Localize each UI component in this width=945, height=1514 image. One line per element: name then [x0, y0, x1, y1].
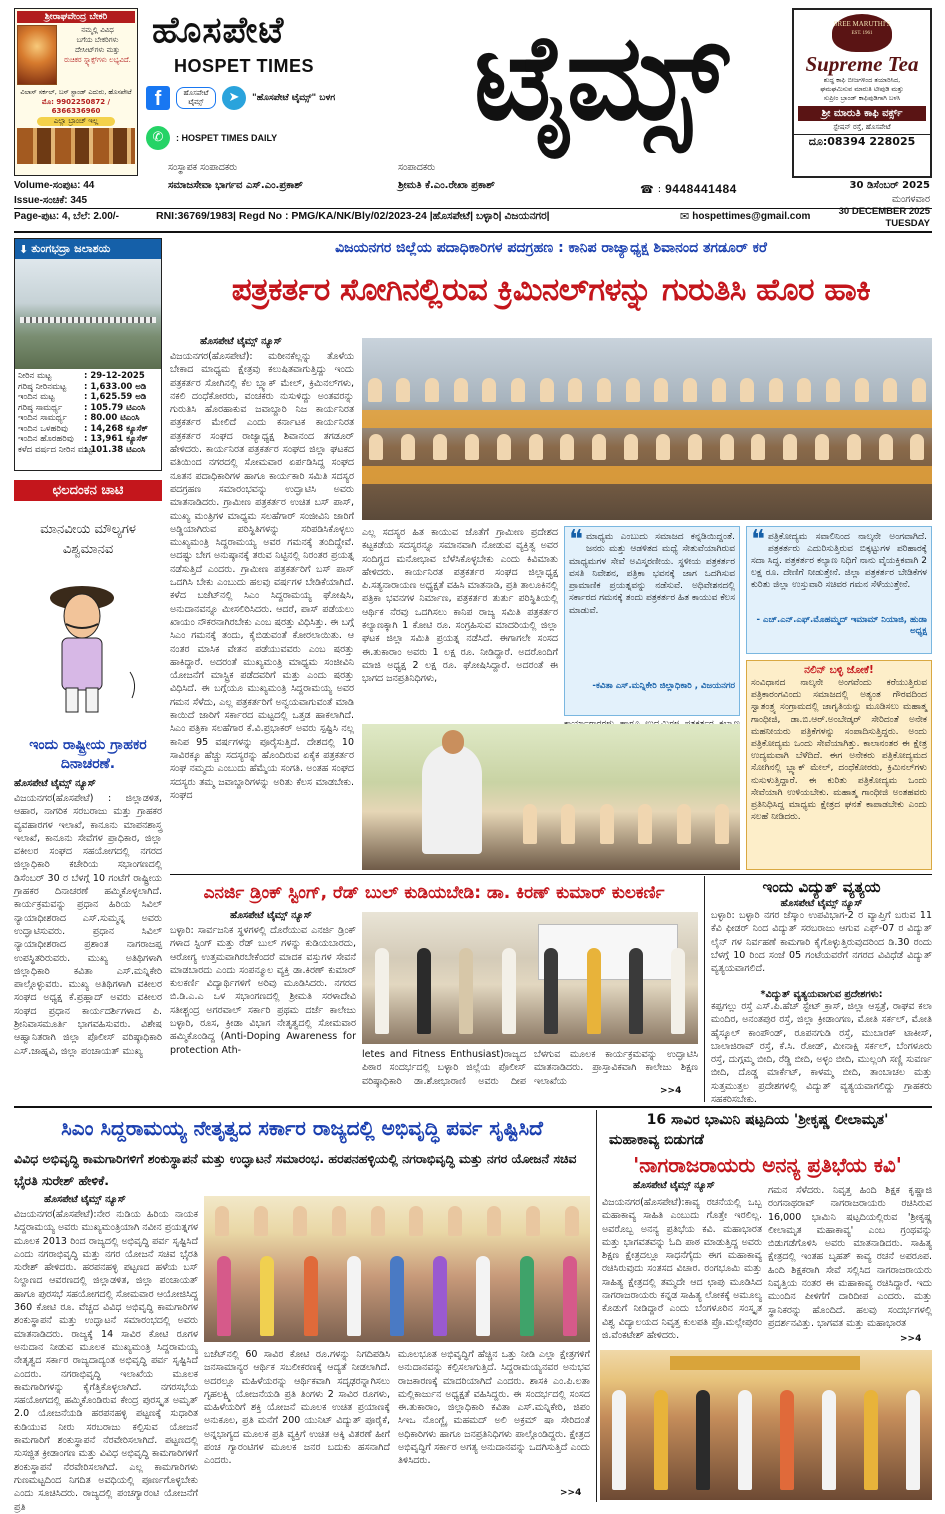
- cm-col3: ಮೂಲಭೂತ ಅಭಿವೃದ್ಧಿಗೆ ಹೆಚ್ಚಿನ ಒತ್ತು ನೀಡಿ ಎಲ್ಲಾ ಕ್ಷೇತ್ರಗಳಿಗೆ ಅನುದಾನವನ್ನು ಕಲ್ಪಿಸಲಾಗುತ್ತಿದೆ. ಸಿದ್ದರಾಮಯ್ಯನವರ ಅನುಭವ ರಾಜಕಾರಣಕ್ಕೆ ಮಾದರಿಯಾಗಿದೆ ಎಂದರು. ಶಾಸಕಿ ಎಂ.ಪಿ.ಲತಾ ಮಲ್ಲಿಕಾರ್ಜುನ ಅಧ್ಯಕ್ಷತೆ ವಹಿಸಿದ್ದರು. ಈ ಸಂದರ್ಭದಲ್ಲಿ ಸಂಸದ ಈ.ತುಕಾರಾಂ, ಜಿಲ್ಲಾಧಿಕಾರಿ ಕವಿತಾ ಎಸ್.ಮನ್ನಿಕೇರಿ, ಜಿಪಂ ಸಿಇಒ ನೊಂಗ್ಜೈ ಮಹಮದ್ ಅಲಿ ಅಕ್ರಮ್ ಷಾ ಸೇರಿದಂತೆ ಅಧಿಕಾರಿಗಳು ಹಾಗೂ ಜನಪ್ರತಿನಿಧಿಗಳು ಪಾಲ್ಗೊಂಡಿದ್ದರು. ಕ್ಷೇತ್ರದ ಅಭಿವೃದ್ಧಿಗೆ ಸರ್ಕಾರ ಅಗತ್ಯ ಅನುದಾನವನ್ನು ಒದಗಿಸುತ್ತಿದೆ ಎಂದು ತಿಳಿಸಿದರು.: [398, 1349, 590, 1467]
- quote1-text: ಮಾಧ್ಯಮ ಎಂಬುದು ಸಮಾಜದ ಕನ್ನಡಿಯಿದ್ದಂತೆ. ಜನರು ಮತ್ತು ಆಡಳಿತದ ಮಧ್ಯೆ ಸೇತುವೆಯಾಗಿರುವ ಮಾಧ್ಯಮಗಳ ಸೇವೆ ಅವಿಸ್ಮರಣೀಯ. ಸ್ಥಳೀಯ ಪತ್ರಕರ್ತರ ವಸತಿ ನಿವೇಶನ, ಪತ್ರಿಕಾ ಭವನಕ್ಕೆ ಜಾಗ ಒದಗಿಸುವ ಪ್ರಾಮಾಣಿಕ ಪ್ರಯತ್ನವನ್ನು ನಡೆಸುವೆ. ಅಧಿವೇಶನದಲ್ಲಿ ಸರ್ಕಾರದ ಗಮನಕ್ಕೆ ತಂದು ಪತ್ರಕರ್ತರ ಹಿತ ಕಾಯುವ ಕೆಲಸ ಮಾಡುವೆ.: [569, 532, 735, 616]
- founder-label: ಸಂಸ್ಥಾಪಕ ಸಂಪಾದಕರು: [168, 162, 238, 173]
- energy-photo: [362, 912, 698, 1044]
- cartoon-caption-1: ಮಾನವೀಯ ಮೌಲ್ಯಗಳ: [40, 522, 136, 537]
- section-rule: [170, 874, 932, 875]
- cm-headline: ಸಿಎಂ ಸಿದ್ದರಾಮಯ್ಯ ನೇತೃತ್ವದ ಸರ್ಕಾರ ರಾಜ್ಯದಲ್ಲಿ ಅಭಿವೃದ್ಧಿ ಪರ್ವ ಸೃಷ್ಟಿಸಿದೆ: [61, 1116, 543, 1140]
- founder: ಸಮಾಜಸೇವಾ ಭಾರ್ಗವ ಎಸ್.ಎಂ.ಪ್ರಕಾಶ್: [168, 180, 303, 191]
- masthead-bottom-rule: [14, 231, 932, 233]
- volume: Volume-ಸಂಪುಟ: 44: [14, 180, 95, 191]
- quote-icon: ❝: [751, 525, 765, 555]
- quote-box-collector: [564, 526, 740, 716]
- dam-row: [18, 424, 158, 435]
- left-ad-title: ಶ್ರೀರಾಘವೇಂದ್ರ ಬೇಕರಿ: [17, 11, 135, 23]
- dam-row-val: : 80.00 ಟಿಎಂಸಿ: [84, 413, 140, 423]
- cm-subhead: ವಿವಿಧ ಅಭಿವೃದ್ಧಿ ಕಾಮಗಾರಿಗಳಿಗೆ ಶಂಕುಸ್ಥಾಪನೆ ಮತ್ತು ಉದ್ಘಾಟನೆ ಸಮಾರಂಭ. ಹರಪನಹಳ್ಳಿಯಲ್ಲಿ ನಗರಾಭಿವೃದ್ಧಿ ಮತ್ತು ನಗರ ಯೋಜನೆ ಸಚಿವ ಭೈರತಿ ಸುರೇಶ್ ಹೇಳಿಕೆ.: [14, 1151, 577, 1188]
- energy-caption: letes and Fitness Enthusiast)ರಾಜ್ಯದ ಪಿಠಾರ ಸಂದರ್ಭದಲ್ಲಿ ಬಳ್ಳಾರಿ ಜಿಲ್ಲೆಯ ಪೊಲೀಸ್ ವರಿಷ್ಠಾಧಿಕಾರಿ ಡಾ.ಶೋಭಾರಾಣಿ ಅವರು ದೀಪ ಬೆಳಗುವ ಮೂಲಕ ಕಾರ್ಯಕ್ರಮವನ್ನು ಉದ್ಘಾಟಿಸಿ ಮಾತನಾಡಿದರು. ಪ್ರಾಸ್ತಾವಿಕವಾಗಿ ಕಾಲೇಜು ಶಿಕ್ಷಣ ಇಲಾಖೆಯ: [362, 1049, 698, 1087]
- energy-body: ಬಳ್ಳಾರಿ: ಸಾರ್ವಜನಿಕ ಸ್ಥಳಗಳಲ್ಲಿ ದೊರೆಯುವ ಎನರ್ಜಿ ಡ್ರಿಂಕ್ ಗಳಾದ ಸ್ಟಿಂಗ್ ಮತ್ತು ರೆಡ್ ಬುಲ್ ಗಳನ್ನು ಕುಡಿಯಬಾರದು, ಆರೋಗ್ಯ ಉತ್ತಮವಾಗಿರಬೇಕೆಂದರೆ ಮಾದಕ ವಸ್ತುಗಳ ಸೇವನೆ ಮಾಡಬಾರದು ಎಂದು ಸಂಪನ್ಮೂಲ ವ್ಯಕ್ತಿ ಡಾ.ಕಿರಣ್ ಕುಮಾರ್ ಕುಲಕರ್ಣಿ ವಿದ್ಯಾರ್ಥಿಗಳಿಗೆ ಅರಿವು ಮೂಡಿಸಿದರು. ನಗರದ ಬಿ.ಡಿ.ಎ.ಎ ಒಳ ಸಭಾಂಗಣದಲ್ಲಿ ಶ್ರೀಮತಿ ಸರಳಾದೇವಿ ಸತೀಶ್ಚಂದ್ರ ಅಗರವಾಲ್ ಸರ್ಕಾರಿ ಪ್ರಥಮ ದರ್ಜೆ ಕಾಲೇಜು ಬಳ್ಳಾರಿ, ರೂಸ, ಕ್ರೀಡಾ ವಿಭಾಗ ನೇತೃತ್ವದಲ್ಲಿ ಸೋಮವಾರ ಹಮ್ಮಿಕೊಂಡಿದ್ದ (Anti-Doping Awareness for protection Ath-: [170, 925, 356, 1056]
- day-kannada: ಮಂಗಳವಾರ: [891, 194, 930, 205]
- nalina-body: ಸಂವಿಧಾನದ ನಾಲ್ಕನೇ ಅಂಗವೆಂದು ಕರೆಯುತ್ತಿರುವ ಪತ್ರಿಕಾರಂಗವಿಂದು ಸಮಾಜದಲ್ಲಿ ಅತ್ಯಂತ ಗೌರವದಿಂದ ಸ್ವಾತಂತ್ರ್ಯ ಸಂಗ್ರಾಮದಲ್ಲಿ ಜಾಗೃತಿಯನ್ನು ಮೂಡಿಸಲು ಮಹಾತ್ಮ ಗಾಂಧೀಜಿ, ಡಾ.ಬಿ.ಆರ್.ಅಂಬೇಡ್ಕರ್ ಸೇರಿದಂತೆ ಅನೇಕ ಮಹನೀಯರು ಪತ್ರಿಕೆಗಳನ್ನು ಸಂಪಾದಿಸುತ್ತಿದ್ದರು. ಅಂದು ಪತ್ರಿಕೋದ್ಯಮ ಒಂದು ಸೇವೆಯಾಗಿತ್ತು. ಕಾಲಾನಂತರ ಈ ಕ್ಷೇತ್ರ ಉದ್ಯಮವಾಗಿ ಬೆಳೆದಿದೆ. ಈಗ ಅನೇಕರು ಪತ್ರಿಕೋದ್ಯಮದ ಸೋಗಿನಲ್ಲಿ ಬ್ಲ್ಯಾಕ್ ಮೇಲ್, ದಂಧೆಕೋರರು, ಕ್ರಿಮಿನಲ್‌ಗಳು ನುಸುಳುತ್ತಿದ್ದಾರೆ. ಈ ಕುರಿತು ಪತ್ರಿಕೋದ್ಯಮ ಒಂದು ಸೇವೆಯಾಗಿ ಉಳಿಯಬೇಕು. ಮಹಾತ್ಮ ಗಾಂಧೀಜಿ ಅಂತಹವರು ಪ್ರತಿನಿಧಿಸಿದ್ದ ಮಾಧ್ಯಮ ಕ್ಷೇತ್ರದ ಘನತೆ ಕಾಪಾಡಬೇಕು ಎಂದು ಸಲಹೆ ನೀಡಿದರು.: [751, 678, 927, 823]
- lead-body: ವಿಜಯನಗರ(ಹೊಸಪೇಟೆ): ಮಠೀನಕೆಲ್ಲನ್ನು ತೊಳೆಯ ಬೇಕಾದ ಮಾಧ್ಯಮ ಕ್ಷೇತ್ರವು ಕಲುಷಿತವಾಗುತ್ತಿದ್ದು ಇಂದು ಪತ್ರಕರ್ತರ ಸೋಗಿನಲ್ಲಿ ಕೆಲ ಬ್ಲ್ಯಾಕ್ ಮೇಲ್, ಕ್ರಿಮಿನಲ್‌ಗಳು, ನಕಲಿ ದಂಧೆಕೋರರು, ವಂಚಕರು ನುಸುಳಿದ್ದು ಅಂತವರನ್ನು ಗುರುತಿಸಿ ಹೊರಹಾಕುವ ಜವಾಬ್ದಾರಿ ನಿಜ ಕಾರ್ಯನಿರತ ಪತ್ರಕರ್ತರ ಮೇಲಿದೆ ಎಂದು ಕರ್ನಾಟಕ ಕಾರ್ಯನಿರತ ಪತ್ರಕರ್ತರ ಸಂಘದ ರಾಜ್ಯಾಧ್ಯಕ್ಷ ಶಿವಾನಂದ ತಗಡೂರ್ ಹೇಳಿದರು. ಕಾರ್ಯನಿರತ ಪತ್ರಕರ್ತರ ಸಂಘದ ಜಿಲ್ಲಾ ಘಟಕದ ವತಿಯಿಂದ ನಗರದಲ್ಲಿ ಸೋಮವಾರ ಏರ್ಪಡಿಸಿದ್ದ ಸಂಘದ ನೂತನ ಪದಾಧಿಕಾರಿಗಳ ಹಾಗೂ ಕಾರ್ಯಕಾರಿ ಸಮಿತಿ ಸದಸ್ಯರ ಪದಗ್ರಹಣ ಸಮಾರಂಭವನ್ನು ಉದ್ಘಾಟಿಸಿ ಅವರು ಮಾತನಾಡಿದರು. ಗ್ರಾಮೀಣ ಪತ್ರಕರ್ತರ ಉಚಿತ ಬಸ್ ಪಾಸ್, ಮುಖ್ಯ ಮಂತ್ರಿಗಳ ಮಾಧ್ಯಮ ಸಲಹೆಗಾರ್ ಸಂಜೀವಿನಿ ಜಾರಿಗೆ ಅಡ್ಡಿಯಾಗಿರುವ ಪರಿಸ್ಥಿತಿಗಳನ್ನು ಸರಿಪಡಿಸಿಕೊಳ್ಳಲು ಮುಖ್ಯಮಂತ್ರಿ ಸಿದ್ದರಾಮಯ್ಯ ಅವರ ಗಮನಕ್ಕೆ ತಂದಿದ್ದೇವೆ. ಅದಷ್ಟು ಬೇಗ ಅನುಷ್ಠಾನಕ್ಕೆ ತರುವ ನಿಟ್ಟಿನಲ್ಲಿ ನಿರಂತರ ಪ್ರಯತ್ನ ನಡೆಸುತ್ತಿದೆ ಎಂದರು. ಗ್ರಾಮೀಣ ಪತ್ರಕರ್ತರಿಗೆ ಬಸ್ ಪಾಸ್ ಒದಗಿಸಿ ಬೇಕು ಎಂಬುದು ಹಲವು ವರ್ಷಗಳ ಬೇಡಿಕೆಯಾಗಿದೆ. ಕಳೆದ ಬಜೆಟ್‌ನಲ್ಲಿ ಸಿಎಂ ಸಿದ್ದರಾಮಯ್ಯ ಘೋಷಿಸಿ, ಅನುದಾನವನ್ನೂ ಮೀಸಲಿರಿಸಿದರು. ಆದರೆ, ಪಾಸ್ ಪಡೆಯಲು ಖಾಯಂ ನೌಕರನಾಗಿರಬೇಕು ಎಂಬ ಷರತ್ತು ವಿಧಿಸಿತ್ತು. ಈ ಬಗ್ಗೆ ಸಿಎಂ ಗಮನಕ್ಕೆ ತಂದು, ಕೈಬಿಡುವಂತೆ ಕೋರಲಾಯಿತು. ಆ ನಂತರ ಮಾಸಿಕ ವೇತನ ಪಡೆಯುವವರು ಎಂಬ ಷರತ್ತು ಹಾಕಿದ್ದಾರೆ. ಅದರಂತೆ ಮುಖ್ಯಮಂತ್ರಿ ಮಾಧ್ಯಮ ಸಂಜೀವಿನಿ ಯೋಜನೆಗೆ ಮಾಸ್ಟ್ರಿಕ ಪಡೆದವರಿಗೆ ಮತ್ತು ಎಂದು ಷರತ್ತು ವಿಧಿಸಿದೆ. ಈ ಬಗ್ಗೆಯೂ ಮುಖ್ಯಮಂತ್ರಿ ಸಿದ್ದರಾಮಯ್ಯ ಅವರ ಗಮನ ಸೆಳೆದು, ಎಲ್ಲ ಪತ್ರಕರ್ತರಿಗೆ ಅನ್ವಯವಾಗುವಂತೆ ಮಾಡಿ ಕಾಯಿದೆ ಜಾರಿಗೆ ಸರ್ಕಾರದ ಮಟ್ಟದಲ್ಲಿ ಒತ್ತಡ ಹಾಕಲಾಗಿದೆ. ಸಿಎಂ ಪತ್ರಿಕಾ ಸಲಹೆಗಾರ ಕೆ.ವಿ.ಪ್ರಭಾಕರ್ ಅವರು ಸ್ಪಷ್ಟಿಸಿ ನಲ್ಲ ಕಾನಿಪ 95 ವರ್ಷಗಳನ್ನು ಪೂರೈಸುತ್ತಿದೆ. ದೇಶದಲ್ಲಿ 10 ಸಾವಿರಕ್ಕೂ ಹೆಚ್ಚು ಸದಸ್ಯರನ್ನು ಹೊಂದಿರುವ ಏಕೈಕ ಪತ್ರಕರ್ತರ ಸಂಘ ನಮ್ಮದು ಎಂಬುದು ಹೆಮ್ಮೆಯ ಸಂಗತಿ. ಅಂತಹ ಸಂಘದ ಸದಸ್ಯರು ತಮ್ಮ ಜವಾಬ್ದಾರಿಗಳನ್ನು ಅರಿತು ಕೆಲಸ ಮಾಡಬೇಕು. ಸಂಘದ: [170, 351, 354, 801]
- date-kannada: 30 ಡಿಸೆಂಬರ್ 2025: [849, 180, 930, 191]
- dam-row-key: ಗರಿಷ್ಠ ನೀರಿನಮಟ್ಟ: [18, 381, 67, 392]
- quote2-author: - ಎಚ್.ಎನ್.ಎಫ್.ಮೊಹಮ್ಮದ್ ಇಮಾಮ್ ನಿಯಾಜಿ, ಹುಡಾ ಅಧ್ಯಕ್ಷ: [756, 615, 927, 636]
- power-body: ಬಳ್ಳಾರಿ: ಬಳ್ಳಾರಿ ನಗರ ಜೆಸ್ಕಾಂ ಉಪವಿಭಾಗ-2 ರ ವ್ಯಾಪ್ತಿಗೆ ಬರುವ 11 ಕೆವಿ ಫೀಡರ್ ನಿಂದ ವಿದ್ಯುತ್ ಸರಬರಾಜು ಆಗುವ ಎಫ್-07 ರ ವಿದ್ಯುತ್ ಲೈನ್ ಗಳ ನಿರ್ವಹಣೆ ಕಾಮಗಾರಿ ಕೈಗೊಳ್ಳುತ್ತಿರುವುದರಿಂದ ಡಿ.30 ರಂದು ಬೆಳಗ್ಗೆ 10 ರಿಂದ ಸಂಜೆ 05 ಗಂಟೆಯವರೆಗೆ ನಗರದ ವಿವಿಧೆಡೆ ವಿದ್ಯುತ್ ವ್ಯತ್ಯಯವಾಗಲಿದೆ.: [711, 910, 932, 975]
- tea-address: ಸ್ಟೇಷನ್ ರಸ್ತೆ, ಹೊಸಪೇಟೆ: [833, 123, 891, 131]
- dam-row-val: : 13,961 ಕ್ಯೂಸೆಕ್: [84, 434, 148, 444]
- phone-icon: ☎: [640, 182, 654, 196]
- power-box: [704, 876, 932, 1106]
- water-icon: ⬇: [19, 242, 29, 256]
- deity-image: [17, 25, 57, 85]
- editor-label: ಸಂಪಾದಕರು: [398, 162, 436, 173]
- registration: RNI:36769/1983| Regd No : PMG/KA/NK/Bly/02/2023-24 |ಹೊಸಪೇಟೆ| ಬಳ್ಳಾರಿ| ವಿಜಯನಗರ|: [156, 210, 550, 222]
- cartoon-image: [22, 568, 156, 718]
- dam-row-key: ಗರಿಷ್ಠ ಸಾಮರ್ಥ್ಯ: [18, 402, 63, 413]
- dam-title: [15, 239, 161, 259]
- dam-row-key: ಇಂದಿನ ಹೊರಹರಿವು: [18, 434, 74, 444]
- lead-col2: ಎಲ್ಲ ಸದಸ್ಯರ ಹಿತ ಕಾಯುವ ಜೊತೆಗೆ ಗ್ರಾಮೀಣ ಪ್ರದೇಶದ ಕಟ್ಟಕಡೆಯ ಸದಸ್ಯರನ್ನೂ ಸಮಾನವಾಗಿ ನೋಡುವ ವ್ಯಕ್ತಿತ್ವ ಅವರ ಸಂದಿಗ್ದದ ಮನೋಭಾವ ಬೆಳೆಸಿಕೊಳ್ಳಬೇಕು ಎಂದು ಕಿವಿಮಾತು ಹೇಳಿದರು. ಕಾರ್ಯನಿರತ ಪತ್ರಕರ್ತರ ಸಂಘದ ಜಿಲ್ಲಾಧ್ಯಕ್ಷ ಪಿ.ಸತ್ಯನಾರಾಯಣ ಅಧ್ಯಕ್ಷತೆ ವಹಿಸಿ ಮಾತನಾಡಿ, ಪ್ರತಿ ತಾಲೂಕಿನಲ್ಲಿ ಪತ್ರಿಕಾ ಭವನಗಳ ನಿರ್ಮಾಣ, ಪತ್ರಕರ್ತರ ತುರ್ತು ಪರಿಸ್ಥಿತಿಯಲ್ಲಿ ಆರ್ಥಿಕ ನೆರವು ಒದಗಿಸಲು ಕಾನಿಪ ರಾಜ್ಯ ಸಮಿತಿ ಪತ್ರಕರ್ತರ ಕಲ್ಯಾಣಕ್ಕಾಗಿ 1 ಕೋಟಿ ರೂ. ಸಂಗ್ರಹಿಸುವ ಮಾದರಿಯಲ್ಲಿ ಜಿಲ್ಲಾ ಘಟಕ ಜಿಲ್ಲಾ ಸಮಿತಿ ಪ್ರಯತ್ನ ನಡೆಸಿದೆ. ಈಗಾಗಲೇ ಸಂಸದ ಈ.ತುಕಾರಾಂ ಅವರು 1 ಲಕ್ಷ ರೂ. ನೀಡಿದ್ದಾರೆ. ಅದರೊಂದಿಗೆ ಮಾಜಿ ಅಧ್ಯಕ್ಷ 2 ಲಕ್ಷ ರೂ. ಘೋಷಿಸಿದ್ದಾರೆ. ಅದರಂತೆ ಈ ಭಾಗದ ಜನಪ್ರತಿನಿಧಿಗಳು,: [362, 527, 558, 685]
- cm-photo: [204, 1196, 590, 1342]
- dam-row: [18, 403, 158, 414]
- dam-row-key: ನೀರಿನ ಮಟ್ಟ: [18, 371, 52, 381]
- masthead-name-english: HOSPET TIMES: [173, 56, 314, 76]
- whatsapp-label[interactable]: : HOSPET TIMES DAILY: [176, 133, 278, 143]
- email-address[interactable]: hospettimes@gmail.com: [692, 211, 811, 222]
- issue: Issue-ಸಂಚಿಕೆ: 345: [14, 195, 88, 206]
- dam-row: [18, 371, 158, 382]
- dam-row-key: ಕಳೆದ ವರ್ಷದ ನೀರಿನ ಮಟ್ಟ: [18, 444, 93, 455]
- pages-price: Page-ಪುಟ: 4, ಬೆಲೆ: 2.00/-: [14, 211, 119, 222]
- lead-byline: ಹೊಸಪೇಟೆ ಟೈಮ್ಸ್ ನ್ಯೂಸ್: [200, 336, 282, 347]
- tea-brand: Supreme Tea: [805, 52, 919, 76]
- dam-row: [18, 392, 158, 403]
- quote1-author: -ಕವಿತಾ ಎಸ್.ಮನ್ನಿಕೇರಿ ಜಿಲ್ಲಾಧಿಕಾರಿ , ವಿಜಯನಗರ: [592, 681, 735, 691]
- lead-photo-group: [362, 338, 932, 520]
- tea-ad-line: ಘಮಘಮಿಸುವ ಮಾರುತಿ ಟೀಪುಡಿ ಮತ್ತು: [820, 85, 904, 93]
- dam-row-key: ಇಂದಿನ ಒಳಹರಿವು: [18, 423, 68, 434]
- krishna-photo: [600, 1350, 932, 1500]
- cm-col2: ಬಜೆಟ್‌ನಲ್ಲಿ 60 ಸಾವಿರ ಕೋಟಿ ರೂ.ಗಳನ್ನು ನಿಗದಿಪಡಿಸಿ ಜನಸಾಮಾನ್ಯರ ಆರ್ಥಿಕ ಸಬಲೀಕರಣಕ್ಕೆ ಆದ್ಯತೆ ನೀಡಲಾಗಿದೆ. ಅದರಲ್ಲೂ ಮಹಿಳೆಯರನ್ನು ಆರ್ಥಿಕವಾಗಿ ಸದೃಢರನ್ನಾಗಿಸಲು ಗೃಹಲಕ್ಷ್ಮಿ ಯೋಜನೆಯಡಿ ಪ್ರತಿ ತಿಂಗಳು 2 ಸಾವಿರ ರೂಗಳು, ಮಹಿಳೆಯರಿಗೆ ಶಕ್ತಿ ಯೋಜನೆ ಮೂಲಕ ಉಚಿತ ಪ್ರಯಾಣಕ್ಕೆ ಅನುಕೂಲ, ಪ್ರತಿ ಮನೆಗೆ 200 ಯುನಿಟ್ ವಿದ್ಯುತ್ ಪೂರೈಕೆ, ಅನ್ನಭಾಗ್ಯದ ಮೂಲಕ ಪ್ರತಿ ವ್ಯಕ್ತಿಗೆ ಉಚಿತ ಅಕ್ಕಿ ವಿತರಣೆ ಹೀಗೆ ಪಂಚ ಗ್ಯಾರಂಟಿಗಳ ಮೂಲಕ ಜನರ ಬದುಕು ಹಸನಾಗಿದೆ ಎಂದರು.: [204, 1349, 390, 1467]
- tea-ad-line: ಶುದ್ಧ ಕಾಫಿ ಬೀಜಗಳಿಂದ ತಯಾರಿಸಿದ,: [823, 76, 901, 84]
- phone-colon: :: [657, 183, 662, 195]
- tea-shop: ಶ್ರೀ ಮಾರುತಿ ಕಾಫಿ ವರ್ಕ್ಸ್: [798, 106, 926, 121]
- tea-logo-since: EST. 1961: [851, 31, 873, 36]
- left-ad-line: ನಮ್ಮಲ್ಲಿ ವಿವಿಧ: [81, 26, 114, 34]
- krishna-headline: 'ನಾಗರಾಜರಾಯರು ಅನನ್ಯ ಪ್ರತಿಭೆಯ ಕವಿ': [633, 1153, 902, 1177]
- tea-phone: ದೂ:08394 228025: [794, 134, 930, 149]
- power-title: ಇಂದು ವಿದ್ಯುತ್ ವ್ಯತ್ಯಯ: [762, 878, 881, 896]
- dam-row-val: : 14,268 ಕ್ಯೂಸೆಕ್: [84, 423, 148, 434]
- dam-row: [18, 434, 158, 445]
- tea-logo: [832, 14, 892, 52]
- krishna-byline: ಹೊಸಪೇಟೆ ಟೈಮ್ಸ್ ನ್ಯೂಸ್: [633, 1180, 715, 1191]
- dam-photo: [15, 259, 161, 369]
- power-areas: ಕಪ್ಪಗಲ್ಲು ರಸ್ತೆ ಎಸ್.ಪಿ.ಹೆಚ್ ಸ್ಟೇಟ್ ಕ್ರಾಸ್, ಜಿಲ್ಲಾ ಆಸ್ಪತ್ರೆ, ರಾಘವ ಕಲಾ ಮಂದಿರ, ಅನಂತಪುರ ರಸ್ತೆ, ಜಿಲ್ಲಾ ಕ್ರೀಡಾಂಗಣ, ಮೋತಿ ಸರ್ಕಲ್, ಮೋತಿ ಹೈಸ್ಕೂಲ್ ಕಾಂಪೌಂಡ್, ರೂಪನಗುಡಿ ರಸ್ತೆ, ಮುಬಾರಕ್ ಟಾಕೀಸ್, ಬಾಲಾಜಿರಾವ್ ರಸ್ತೆ, ಕೆ.ಸಿ. ರೋಡ್, ಮೀನಾಕ್ಷಿ ಸರ್ಕಲ್, ಬೆಂಗಳೂರು ರಸ್ತೆ, ದುಗ್ಗಮ್ಮ ಬೀದಿ, ರೆಡ್ಡಿ ಬೀದಿ, ಅಳ್ಳಂ ಬೀದಿ, ಮುಲ್ಲಂಗಿ ಸಣ್ಣಿ ಸುವರ್ಣ ಬೀದಿ, ದೊಡ್ಡ ಮಾರ್ಕೆಟ್, ಕಾಳಮ್ಮ ಬೀದಿ, ತಾಂಬಾಚಲ ಮತ್ತು ಸುತ್ತಮುತ್ತಲ ಪ್ರದೇಶಗಳಲ್ಲಿ ವಿದ್ಯುತ್ ವ್ಯತ್ಯಯವಾಗಲಿದ್ದು ಗ್ರಾಹಕರು ಸಹಕರಿಸಬೇಕು.: [711, 1001, 932, 1106]
- cm-byline: ಹೊಸಪೇಟೆ ಟೈಮ್ಸ್ ನ್ಯೂಸ್: [44, 1194, 126, 1205]
- right-ad: [792, 8, 932, 178]
- power-areas-title: *ವಿದ್ಯುತ್ ವ್ಯತ್ಯಯವಾಗುವ ಪ್ರದೇಶಗಳು:: [760, 989, 883, 1000]
- telegram-label[interactable]: "ಹೊಸಪೇಟೆ ಟೈಮ್ಸ್" ಬಳಗ: [252, 93, 336, 103]
- left-ad-line: ರುಚಿಕರ ಸ್ನ್ಯಾಕ್ಸ್‌ಗಳು ಲಭ್ಯವಿದೆ.: [64, 56, 131, 64]
- whatsapp-icon[interactable]: ✆: [146, 126, 170, 150]
- cartoon-caption-2: ವಿಶ್ವಮಾನವ: [62, 542, 114, 557]
- left-ad-line: ಬಗೆಯ ಬೇಕರಿಗಳು: [76, 36, 119, 44]
- consumer-body: ವಿಜಯನಗರ(ಹೊಸಪೇಟೆ) : ಜಿಲ್ಲಾಡಳಿತ, ಆಹಾರ, ನಾಗರಿಕ ಸರಬರಾಜು ಮತ್ತು ಗ್ರಾಹಕರ ವ್ಯವಹಾರಗಳ ಇಲಾಖೆ, ಕಾನೂನು ಮಾಪನಶಾಸ್ತ್ರ ಇಲಾಖೆ, ಕಾನೂನು ಸೇವೆಗಳ ಪ್ರಾಧಿಕಾರ, ಜಿಲ್ಲಾ ವಕೀಲರ ಸಂಘದ ಸಹಯೋಗದಲ್ಲಿ ನಗರದ ಜಿಲ್ಲಾಧಿಕಾರಿ ಕಚೇರಿಯ ಸಭಾಂಗಣದಲ್ಲಿ ಡಿಸೆಂಬರ್ 30 ರ ಬೆಳಗ್ಗೆ 10 ಗಂಟೆಗೆ ರಾಷ್ಟ್ರೀಯ ಗ್ರಾಹಕರ ದಿನಾಚರಣೆ ಹಮ್ಮಿಕೊಳ್ಳಲಾಗಿದೆ. ಕಾರ್ಯಕ್ರಮವನ್ನು ಪ್ರಧಾನ ಹಿರಿಯ ಸಿವಿಲ್ ನ್ಯಾಯಾಧೀಶರಾದ ಎಸ್.ಸುಮ್ಮನ್ನ ಅವರು ಉದ್ಘಾಟಿಸುವರು. ಪ್ರಧಾನ ಸಿವಿಲ್ ನ್ಯಾಯಾಧೀಶರಾದ ಪ್ರಶಾಂತ ನಾಗರಾಜಪ್ಪ ಉಪಸ್ಥಿತರಿರುವರು. ಮುಖ್ಯ ಅತಿಥಿಗಳಾಗಿ ಜಿಲ್ಲಾಧಿಕಾರಿ ಕವಿತಾ ಎಸ್.ಮನ್ನಿಕೇರಿ ಪಾಲ್ಗೊಳ್ಳುವರು. ಮುಖ್ಯ ಅತಿಥಿಗಳಾಗಿ ವಕೀಲರ ಸಂಘದ ಅಧ್ಯಕ್ಷ ಕೆ.ಪ್ರಹ್ಲಾದ್ ಅವರು ವಕೀಲರ ಸಂಘದ ಪ್ರಧಾನ ಕಾರ್ಯದರ್ಶಿಗಳಾದ ಪಿ. ಶ್ರೀನಿವಾಸಮೂರ್ತಿ ಭಾಗವಹಿಸುವರು. ವಿಶೇಷ ಆಹ್ವಾನಿತರಾಗಿ ಜಿಲ್ಲಾ ಪೊಲೀಸ್ ವರಿಷ್ಠಾಧಿಕಾರಿ ಎಸ್.ಜಾಹ್ನವಿ, ಜಿಲ್ಲಾ ಪಂಚಾಯತ್ ಮುಖ್ಯ: [14, 793, 162, 1057]
- dam-row: [18, 413, 158, 424]
- krishna-line1: 16 ಸಾವಿರ ಭಾಮಿನಿ ಷಟ್ಪದಿಯ 'ಶ್ರೀಕೃಷ್ಣ ಲೀಲಾಮೃತ': [646, 1112, 889, 1128]
- left-ad: [14, 8, 138, 176]
- phone-number: 9448441484: [665, 182, 737, 196]
- date-english: 30 DECEMBER 2025: [838, 206, 930, 217]
- quote-box-huda: [746, 526, 932, 654]
- dam-row-val: : 29-12-2025: [84, 371, 145, 381]
- energy-byline: ಹೊಸಪೇಟೆ ಟೈಮ್ಸ್ ನ್ಯೂಸ್: [230, 910, 312, 921]
- cm-continued: >>4: [560, 1488, 582, 1498]
- dam-row-val: : 1,633.00 ಅಡಿ: [84, 381, 147, 392]
- day-english: TUESDAY: [885, 218, 930, 229]
- lead-headline: ಪತ್ರಕರ್ತರ ಸೋಗಿನಲ್ಲಿರುವ ಕ್ರಿಮಿನಲ್‌ಗಳನ್ನು ಗುರುತಿಸಿ ಹೊರ ಹಾಕಿ: [231, 272, 871, 308]
- dam-row-val: : 1,625.59 ಅಡಿ: [84, 392, 147, 402]
- dam-row: [18, 445, 158, 456]
- left-ad-phone: ಮೊ: 9902250872 / 6366336960: [41, 98, 111, 115]
- left-ad-tag: ಎಲ್ಲಾ ಬ್ರಾಂಚ್ ಇಲ್ಲ: [37, 117, 115, 126]
- dam-box: [14, 238, 162, 471]
- email-icon: ✉: [680, 210, 690, 223]
- facebook-icon[interactable]: f: [146, 86, 170, 110]
- quote-icon: ❝: [569, 525, 583, 555]
- bakery-products-image: [17, 128, 135, 164]
- krishna-continued: >>4: [900, 1334, 922, 1344]
- masthead-name-kannada-big: ಟೈಮ್ಸ್: [473, 8, 727, 146]
- energy-headline: ಎನರ್ಜಿ ಡ್ರಿಂಕ್ ಸ್ಟಿಂಗ್, ರೆಡ್ ಬುಲ್ ಕುಡಿಯಬೇಡಿ: ಡಾ. ಕಿರಣ್ ಕುಮಾರ್ ಕುಲಕರ್ಣಿ: [203, 883, 665, 903]
- tea-logo-top: SREE MARUTHI'S: [833, 20, 891, 28]
- lead-kicker: ವಿಜಯನಗರ ಜಿಲ್ಲೆಯ ಪದಾಧಿಕಾರಿಗಳ ಪದಗ್ರಹಣ : ಕಾನಿಪ ರಾಜ್ಯಾಧ್ಯಕ್ಷ ಶಿವಾನಂದ ತಗಡೂರ್ ಕರೆ: [335, 240, 767, 256]
- masthead-rule: [14, 208, 932, 209]
- quote2-text: ಪತ್ರಿಕೋದ್ಯಮ ಸವಾಲಿನಿಂದ ನಾಲ್ಕನೇ ಅಂಗವಾಗಿದೆ. ಪತ್ರಕರ್ತರು ಎದುರಿಸುತ್ತಿರುವ ಬಿಕ್ಕಟ್ಟುಗಳ ಪರಿಹಾರಕ್ಕೆ ಸದಾ ಸಿದ್ಧ. ಪತ್ರಕರ್ತರ ಕಲ್ಯಾಣ ನಿಧಿಗೆ ನಾನು ವೈಯಕ್ತಿಕವಾಗಿ 2 ಲಕ್ಷ ರೂ. ದೇಣಿಗೆ ನೀಡುತ್ತೇನೆ. ಜಿಲ್ಲಾ ಪತ್ರಕರ್ತರ ಬೇಡಿಕೆಗಳ ಕುರಿತು ಜಿಲ್ಲಾ ಉಸ್ತುವಾರಿ ಸಚಿವರ ಗಮನ ಸೆಳೆಯುತ್ತೇನೆ.: [751, 532, 927, 590]
- dam-row-val: : 101.38 ಟಿಎಂಸಿ: [84, 444, 146, 455]
- nalina-box: [746, 660, 932, 870]
- krishna-col2: ಗಮನ ಸೆಳೆದರು. ನಿವೃತ್ತ ಹಿಂದಿ ಶಿಕ್ಷಕ ಕೃಷ್ಣಾಜಿ ರಂಗನಾಥರಾವ್ ನಾಗರಾಜರಾಯರು ರಚಿಸಿರುವ 16,000 ಭಾಮಿನಿ ಷಟ್ಪದಿಯಲ್ಲಿರುವ 'ಶ್ರೀಕೃಷ್ಣ ಲೀಲಾಮೃತ ಮಹಾಕಾವ್ಯ' ಎಂಬ ಗ್ರಂಥವನ್ನು ಬಿಡುಗಡೆಗೊಳಿಸಿ ಅವರು ಮಾತನಾಡಿದರು. ಸಾಹಿತ್ಯ ಕ್ಷೇತ್ರದಲ್ಲಿ ಇಂತಹ ಬೃಹತ್ ಕಾವ್ಯ ರಚನೆ ಅಪರೂಪ. ಹಿಂದಿ ಶಿಕ್ಷಕರಾಗಿ ಸೇವೆ ಸಲ್ಲಿಸಿದ ನಾಗರಾಜರಾಯರು ನಿವೃತ್ತಿಯ ನಂತರ ಈ ಮಹಾಕಾವ್ಯ ರಚಿಸಿದ್ದಾರೆ. ಇದು ಮುಂದಿನ ಪೀಳಿಗೆಗೆ ದಾರಿದೀಪ ಎಂದರು. ಮತ್ತು ಸ್ಥಾನಿಕರನ್ನು ಹೊಂದಿದೆ. ಹಲವು ಸಂದರ್ಭಗಳಲ್ಲಿ ಪ್ರದರ್ಶನವಿತ್ತು. ಭಾಗವತ ಮತ್ತು ಮಹಾಭಾರತ: [768, 1185, 932, 1329]
- cartoon-title: ಛಲದಂಕನ ಚಾಟಿ: [14, 480, 162, 501]
- left-ad-address: ವಿಲಾಸ್ ಸರ್ಕಲ್, ಬಸ್ ಸ್ಟಾಂಡ್ ಎದುರು, ಹೊಸಪೇಟೆ: [20, 88, 132, 96]
- dam-row-val: : 105.79 ಟಿಎಂಸಿ: [84, 402, 146, 413]
- left-ad-line: ದೇಸೀಟ್‌ಗಳು ಮತ್ತು: [75, 46, 120, 54]
- nalina-title: ನಲಿನ್ ಬಳ್ಳಿ ಜೋಕೆ!: [804, 664, 874, 676]
- consumer-day-title: ಇಂದು ರಾಷ್ಟ್ರೀಯ ಗ್ರಾಹಕರ ದಿನಾಚರಣೆ.: [29, 737, 147, 772]
- dam-row-key: ಇಂದಿನ ಮಟ್ಟ: [18, 392, 55, 402]
- power-byline: ಹೊಸಪೇಟೆ ಟೈಮ್ಸ್ ನ್ಯೂಸ್: [780, 898, 863, 909]
- facebook-label[interactable]: ಹೊಸಪೇಟೆ ಟೈಮ್ಸ್: [176, 87, 216, 109]
- masthead-name-kannada-small: ಹೊಸಪೇಟೆ: [152, 10, 285, 51]
- telegram-icon[interactable]: ➤: [222, 86, 246, 110]
- consumer-byline: ಹೊಸಪೇಟೆ ಟೈಮ್ಸ್ ನ್ಯೂಸ್: [14, 778, 96, 789]
- krishna-line2: ಮಹಾಕಾವ್ಯ ಬಿಡುಗಡೆ: [609, 1132, 704, 1148]
- krishna-body: ವಿಜಯನಗರ(ಹೊಸಪೇಟೆ):ಕಾವ್ಯ ರಚನೆಯಲ್ಲಿ ಒಬ್ಬ ಮಹಾಕಾವ್ಯ ಸಾಹಿತಿ ಎಂಬುದು ಗೊತ್ತೇ ಇರಲಿಲ್ಲ. ಅವರೊಬ್ಬ ಅನನ್ಯ ಪ್ರತಿಭೆಯ ಕವಿ. ಮಹಾಭಾರತ ಮತ್ತು ಭಾಗವತವನ್ನು ಓದಿ ಪಾಠ ಮಾಡುತ್ತಿದ್ದ ಅವರು ಶಿಕ್ಷಣ ಕ್ಷೇತ್ರದಲ್ಲೂ ಸಾಧನೆಗೈದು ಈಗ ಮಹಾಕಾವ್ಯ ರಚಿಸಿರುವುದು ಸಂತಸದ ವಿಚಾರ. ರಂಗಭೂಮಿ ಮತ್ತು ಸಾಹಿತ್ಯ ಕ್ಷೇತ್ರದಲ್ಲಿ ತಮ್ಮದೇ ಆದ ಛಾಪು ಮೂಡಿಸಿದ ನಾಗರಾಜರಾಯರು ಕನ್ನಡ ಸಾಹಿತ್ಯ ಲೋಕಕ್ಕೆ ಅಮೂಲ್ಯ ಕೊಡುಗೆ ನೀಡಿದ್ದಾರೆ ಎಂದು ಬೆಂಗಳೂರಿನ ಸಂಸ್ಕೃತ ವಿಶ್ವ ವಿದ್ಯಾಲಯದ ನಿವೃತ್ತ ಕುಲಪತಿ ಪ್ರೊ.ಮಲ್ಲೇಪುರಂ ಜಿ.ವೆಂಕಟೇಶ್ ಹೇಳಿದರು.: [602, 1197, 762, 1341]
- energy-continued: >>4: [660, 1086, 682, 1096]
- lead-photo-speaker: [362, 724, 740, 870]
- section-rule: [14, 1106, 932, 1108]
- cm-body: ವಿಜಯನಗರ(ಹೊಸಪೇಟೆ):ನೇರ ನುಡಿಯ ಹಿರಿಯ ನಾಯಕ ಸಿದ್ದರಾಮಯ್ಯ ಅವರು ಮುಖ್ಯಮಂತ್ರಿಯಾಗಿ ನವೀನ ಪ್ರಯತ್ನಗಳ ಮೂಲಕ 2013 ರಿಂದ ರಾಜ್ಯದಲ್ಲಿ ಅಭಿವೃದ್ಧಿ ಪರ್ವ ಸೃಷ್ಟಿಸಿದೆ ಎಂದು ನಗರಾಭಿವೃದ್ಧಿ ಮತ್ತು ನಗರ ಯೋಜನೆ ಸಚಿವ ಭೈರತಿ ಸುರೇಶ್ ಹೇಳಿದರು. ಹರಪನಹಳ್ಳಿ ಪಟ್ಟಣದ ಹಳೆಯ ಬಸ್ ನಿಲ್ದಾಣದ ಆವರಣದಲ್ಲಿ ಜಿಲ್ಲಾಡಳಿತ, ಜಿಲ್ಲಾ ಪಂಚಾಯತ್ ಹಾಗೂ ಪುರಸಭೆ ಸಹಯೋಗದಲ್ಲಿ ಸೋಮವಾರ ಆಯೋಜಿಸಿದ್ದ 360 ಕೋಟಿ ರೂ. ವೆಚ್ಚದ ವಿವಿಧ ಅಭಿವೃದ್ಧಿ ಕಾಮಗಾರಿಗಳ ಶಂಕುಸ್ಥಾಪನೆ ಮತ್ತು ಉದ್ಘಾಟನೆ ಸಮಾರಂಭದಲ್ಲಿ ಅವರು ಮಾತನಾಡಿದರು. ರಾಜ್ಯಕ್ಕೆ 14 ಸಾವಿರ ಕೋಟಿ ರೂಗಳ ಅನುದಾನ ನೀಡುವ ಮೂಲಕ ಮುಖ್ಯಮಂತ್ರಿ ಸಿದ್ದರಾಮಯ್ಯ ನೇತೃತ್ವದ ಸರ್ಕಾರ ರಾಜ್ಯದಾದ್ಯಂತ ಅಭಿವೃದ್ಧಿ ಪರ್ವ ಸೃಷ್ಟಿಸಿದೆ ಎಂದರು. ನಗರಾಭಿವೃದ್ಧಿ ಇಲಾಖೆಯ ಮೂಲಕ ಕಾಮಗಾರಿಗಳನ್ನು ಕೈಗೆತ್ತಿಕೊಳ್ಳಲಾಗಿದೆ. ನಗರಸಭೆಯ ಸಹಯೋಗದಲ್ಲಿ ಹಮ್ಮಿಕೊಂಡಿರುವ ಕೇಂದ್ರ ಪುರಸ್ಕೃತ ಅಮೃತ್ 2.0 ಯೋಜನೆಯಡಿ ಹರಪನಹಳ್ಳಿ ಪಟ್ಟಣಕ್ಕೆ ಸುಧಾರಿತ ಕುಡಿಯುವ ನೀರು ಸರಬರಾಜು ಕಲ್ಪಿಸುವ ಯೋಜನೆ ಕಾಮಗಾರಿಗೆ ಶಂಕುಸ್ಥಾಪನೆ ನೆರವೇರಿಸಲಾಗಿದೆ. ಪಟ್ಟಣದಲ್ಲಿ ಸುಸಜ್ಜಿತ ಕ್ರೀಡಾಂಗಣ ಮತ್ತು ವಿವಿಧ ಅಭಿವೃದ್ಧಿ ಕಾಮಗಾರಿಗಳಿಗೆ ಶಂಕುಸ್ಥಾಪನೆ ನೆರವೇರಿಸಲಾಗಿದೆ. ಎಲ್ಲ ಕಾಮಗಾರಿಗಳು ಗುಣಮಟ್ಟದಿಂದ ನಿಗದಿತ ಅವಧಿಯಲ್ಲಿ ಪೂರ್ಣಗೊಳ್ಳಬೇಕು ಎಂದು ಸೂಚಿಸಿದರು. ರಾಜ್ಯದಲ್ಲಿ ಪಂಚಗ್ಯಾರಂಟಿ ಯೋಜನೆಗೆ ಪ್ರತಿ: [14, 1209, 198, 1513]
- dam-title-text: ತುಂಗಭದ್ರಾ ಜಲಾಶಯ: [31, 242, 111, 255]
- dam-row-key: ಇಂದಿನ ಸಾಮರ್ಥ್ಯ: [18, 413, 67, 423]
- tea-ad-line: ಸುಪ್ರೀಂ ಬ್ರಾಂಡ್ ಕಾಫಿಪುಡಿಗಾಗಿ ಬಳಸಿ: [823, 94, 901, 102]
- dam-row: [18, 382, 158, 393]
- editor: ಶ್ರೀಮತಿ ಕೆ.ಎಂ.ರೇಖಾ ಪ್ರಕಾಶ್: [398, 180, 495, 191]
